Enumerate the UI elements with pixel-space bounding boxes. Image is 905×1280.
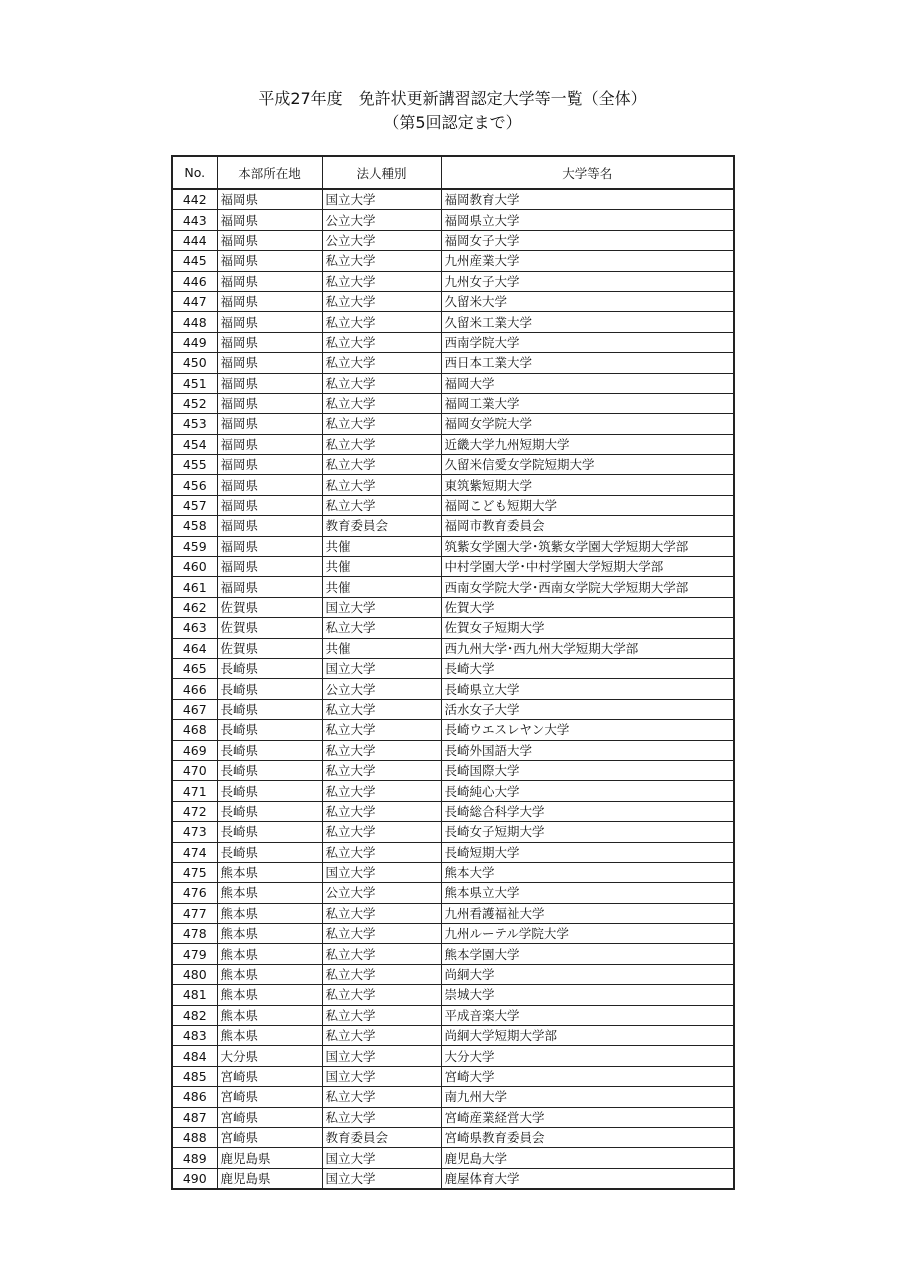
row-no: 457 — [172, 495, 217, 515]
row-location: 福岡県 — [217, 210, 322, 230]
row-location: 熊本県 — [217, 924, 322, 944]
row-location: 長崎県 — [217, 720, 322, 740]
row-corp-type: 私立大学 — [322, 781, 441, 801]
row-university-name: 東筑紫短期大学 — [441, 475, 734, 495]
row-no: 483 — [172, 1026, 217, 1046]
row-corp-type: 私立大学 — [322, 740, 441, 760]
row-university-name: 熊本大学 — [441, 862, 734, 882]
row-corp-type: 国立大学 — [322, 1066, 441, 1086]
row-location: 大分県 — [217, 1046, 322, 1066]
table-row — [172, 1046, 734, 1066]
row-no: 472 — [172, 801, 217, 821]
row-corp-type: 国立大学 — [322, 658, 441, 678]
row-university-name: 宮崎大学 — [441, 1066, 734, 1086]
row-university-name: 鹿屋体育大学 — [441, 1168, 734, 1189]
row-location: 福岡県 — [217, 475, 322, 495]
row-university-name: 佐賀大学 — [441, 597, 734, 617]
row-no: 488 — [172, 1127, 217, 1147]
row-no: 479 — [172, 944, 217, 964]
row-university-name: 長崎外国語大学 — [441, 740, 734, 760]
row-location: 福岡県 — [217, 434, 322, 454]
table-row — [172, 373, 734, 393]
row-university-name: 活水女子大学 — [441, 699, 734, 719]
table-row — [172, 985, 734, 1005]
row-university-name: 長崎国際大学 — [441, 760, 734, 780]
table-row — [172, 801, 734, 821]
table-row — [172, 271, 734, 291]
table-row — [172, 842, 734, 862]
table-row — [172, 740, 734, 760]
row-university-name: 西日本工業大学 — [441, 353, 734, 373]
table-row — [172, 760, 734, 780]
row-university-name: 宮崎県教育委員会 — [441, 1127, 734, 1147]
row-corp-type: 私立大学 — [322, 801, 441, 821]
table-row — [172, 414, 734, 434]
row-no: 462 — [172, 597, 217, 617]
table-row — [172, 658, 734, 678]
row-no: 475 — [172, 862, 217, 882]
row-corp-type: 私立大学 — [322, 455, 441, 475]
row-corp-type: 私立大学 — [322, 822, 441, 842]
row-corp-type: 私立大学 — [322, 1087, 441, 1107]
header-location: 本部所在地 — [217, 156, 322, 189]
row-university-name: 尚絅大学短期大学部 — [441, 1026, 734, 1046]
row-location: 福岡県 — [217, 271, 322, 291]
row-corp-type: 私立大学 — [322, 434, 441, 454]
row-location: 宮崎県 — [217, 1107, 322, 1127]
page-subtitle: （第5回認定まで） — [383, 113, 522, 132]
row-university-name: 中村学園大学･中村学園大学短期大学部 — [441, 557, 734, 577]
row-university-name: 福岡こども短期大学 — [441, 495, 734, 515]
row-university-name: 九州看護福祉大学 — [441, 903, 734, 923]
row-corp-type: 私立大学 — [322, 964, 441, 984]
table-row — [172, 1026, 734, 1046]
header-no: No. — [172, 156, 217, 189]
row-university-name: 九州ルーテル学院大学 — [441, 924, 734, 944]
row-corp-type: 私立大学 — [322, 1107, 441, 1127]
row-university-name: 長崎県立大学 — [441, 679, 734, 699]
row-location: 宮崎県 — [217, 1066, 322, 1086]
row-corp-type: 国立大学 — [322, 189, 441, 210]
table-row — [172, 434, 734, 454]
row-location: 福岡県 — [217, 414, 322, 434]
row-no: 454 — [172, 434, 217, 454]
row-corp-type: 私立大学 — [322, 760, 441, 780]
row-corp-type: 私立大学 — [322, 618, 441, 638]
row-university-name: 西南女学院大学･西南女学院大学短期大学部 — [441, 577, 734, 597]
table-row — [172, 516, 734, 536]
row-university-name: 佐賀女子短期大学 — [441, 618, 734, 638]
row-no: 453 — [172, 414, 217, 434]
row-location: 福岡県 — [217, 455, 322, 475]
row-corp-type: 私立大学 — [322, 393, 441, 413]
row-location: 長崎県 — [217, 822, 322, 842]
row-university-name: 福岡工業大学 — [441, 393, 734, 413]
row-corp-type: 国立大学 — [322, 1148, 441, 1168]
row-location: 鹿児島県 — [217, 1148, 322, 1168]
table-row — [172, 1066, 734, 1086]
row-university-name: 久留米工業大学 — [441, 312, 734, 332]
table-row — [172, 1168, 734, 1189]
row-no: 465 — [172, 658, 217, 678]
row-university-name: 久留米大学 — [441, 291, 734, 311]
row-university-name: 長崎ウエスレヤン大学 — [441, 720, 734, 740]
row-corp-type: 共催 — [322, 557, 441, 577]
row-location: 宮崎県 — [217, 1087, 322, 1107]
row-university-name: 平成音楽大学 — [441, 1005, 734, 1025]
row-no: 471 — [172, 781, 217, 801]
row-university-name: 福岡大学 — [441, 373, 734, 393]
row-no: 451 — [172, 373, 217, 393]
row-location: 熊本県 — [217, 883, 322, 903]
row-location: 熊本県 — [217, 944, 322, 964]
row-corp-type: 公立大学 — [322, 883, 441, 903]
row-location: 宮崎県 — [217, 1127, 322, 1147]
row-no: 448 — [172, 312, 217, 332]
table-row — [172, 557, 734, 577]
row-no: 444 — [172, 230, 217, 250]
row-corp-type: 私立大学 — [322, 291, 441, 311]
row-corp-type: 国立大学 — [322, 862, 441, 882]
row-no: 467 — [172, 699, 217, 719]
table-row — [172, 903, 734, 923]
row-university-name: 長崎短期大学 — [441, 842, 734, 862]
table-row — [172, 1005, 734, 1025]
row-no: 469 — [172, 740, 217, 760]
row-corp-type: 私立大学 — [322, 312, 441, 332]
row-no: 481 — [172, 985, 217, 1005]
row-no: 482 — [172, 1005, 217, 1025]
row-corp-type: 私立大学 — [322, 699, 441, 719]
row-location: 福岡県 — [217, 536, 322, 556]
table-row — [172, 536, 734, 556]
table-row — [172, 1127, 734, 1147]
row-location: 福岡県 — [217, 251, 322, 271]
row-location: 長崎県 — [217, 801, 322, 821]
row-location: 長崎県 — [217, 842, 322, 862]
row-no: 446 — [172, 271, 217, 291]
row-location: 福岡県 — [217, 332, 322, 352]
row-no: 466 — [172, 679, 217, 699]
row-university-name: 長崎総合科学大学 — [441, 801, 734, 821]
row-location: 福岡県 — [217, 516, 322, 536]
row-corp-type: 共催 — [322, 638, 441, 658]
row-no: 455 — [172, 455, 217, 475]
row-corp-type: 国立大学 — [322, 597, 441, 617]
row-university-name: 近畿大学九州短期大学 — [441, 434, 734, 454]
row-location: 佐賀県 — [217, 618, 322, 638]
table-row — [172, 597, 734, 617]
row-corp-type: 私立大学 — [322, 1026, 441, 1046]
row-corp-type: 私立大学 — [322, 720, 441, 740]
row-no: 461 — [172, 577, 217, 597]
table-header-row — [172, 156, 734, 189]
table-row — [172, 291, 734, 311]
row-location: 熊本県 — [217, 1005, 322, 1025]
header-university-name: 大学等名 — [441, 156, 734, 189]
row-corp-type: 私立大学 — [322, 944, 441, 964]
row-location: 福岡県 — [217, 557, 322, 577]
row-no: 452 — [172, 393, 217, 413]
row-university-name: 熊本学園大学 — [441, 944, 734, 964]
table-row — [172, 883, 734, 903]
row-university-name: 福岡女学院大学 — [441, 414, 734, 434]
row-location: 福岡県 — [217, 230, 322, 250]
row-corp-type: 私立大学 — [322, 495, 441, 515]
row-location: 福岡県 — [217, 393, 322, 413]
row-no: 489 — [172, 1148, 217, 1168]
row-location: 鹿児島県 — [217, 1168, 322, 1189]
row-corp-type: 私立大学 — [322, 924, 441, 944]
row-corp-type: 私立大学 — [322, 332, 441, 352]
row-no: 473 — [172, 822, 217, 842]
row-corp-type: 私立大学 — [322, 271, 441, 291]
table-row — [172, 393, 734, 413]
row-university-name: 筑紫女学園大学･筑紫女学園大学短期大学部 — [441, 536, 734, 556]
row-no: 487 — [172, 1107, 217, 1127]
row-location: 長崎県 — [217, 740, 322, 760]
row-university-name: 久留米信愛女学院短期大学 — [441, 455, 734, 475]
row-no: 484 — [172, 1046, 217, 1066]
row-location: 熊本県 — [217, 964, 322, 984]
row-university-name: 大分大学 — [441, 1046, 734, 1066]
table-row — [172, 353, 734, 373]
row-no: 485 — [172, 1066, 217, 1086]
table-row — [172, 251, 734, 271]
page-title: 平成27年度 免許状更新講習認定大学等一覧（全体） — [258, 89, 647, 108]
row-no: 458 — [172, 516, 217, 536]
row-location: 福岡県 — [217, 189, 322, 210]
row-university-name: 長崎純心大学 — [441, 781, 734, 801]
row-university-name: 九州女子大学 — [441, 271, 734, 291]
row-university-name: 西九州大学･西九州大学短期大学部 — [441, 638, 734, 658]
row-no: 445 — [172, 251, 217, 271]
row-no: 447 — [172, 291, 217, 311]
row-location: 熊本県 — [217, 985, 322, 1005]
row-location: 佐賀県 — [217, 597, 322, 617]
row-no: 478 — [172, 924, 217, 944]
table-row — [172, 210, 734, 230]
row-location: 福岡県 — [217, 312, 322, 332]
row-corp-type: 公立大学 — [322, 230, 441, 250]
table-row — [172, 1107, 734, 1127]
row-university-name: 長崎大学 — [441, 658, 734, 678]
table-row — [172, 1087, 734, 1107]
row-corp-type: 私立大学 — [322, 842, 441, 862]
row-university-name: 崇城大学 — [441, 985, 734, 1005]
row-location: 福岡県 — [217, 495, 322, 515]
row-university-name: 西南学院大学 — [441, 332, 734, 352]
row-no: 450 — [172, 353, 217, 373]
row-corp-type: 私立大学 — [322, 903, 441, 923]
row-location: 長崎県 — [217, 781, 322, 801]
row-no: 459 — [172, 536, 217, 556]
row-no: 442 — [172, 189, 217, 210]
row-location: 長崎県 — [217, 679, 322, 699]
table-row — [172, 944, 734, 964]
row-corp-type: 私立大学 — [322, 414, 441, 434]
table-row — [172, 455, 734, 475]
row-corp-type: 教育委員会 — [322, 516, 441, 536]
table-row — [172, 781, 734, 801]
row-no: 460 — [172, 557, 217, 577]
row-no: 456 — [172, 475, 217, 495]
row-location: 熊本県 — [217, 862, 322, 882]
header-corp-type: 法人種別 — [322, 156, 441, 189]
row-university-name: 南九州大学 — [441, 1087, 734, 1107]
table-row — [172, 862, 734, 882]
table-row — [172, 230, 734, 250]
row-corp-type: 公立大学 — [322, 679, 441, 699]
row-no: 470 — [172, 760, 217, 780]
row-no: 468 — [172, 720, 217, 740]
row-corp-type: 私立大学 — [322, 373, 441, 393]
row-university-name: 福岡教育大学 — [441, 189, 734, 210]
table-row — [172, 924, 734, 944]
row-no: 486 — [172, 1087, 217, 1107]
row-no: 463 — [172, 618, 217, 638]
row-corp-type: 国立大学 — [322, 1046, 441, 1066]
university-table — [171, 155, 735, 1190]
row-university-name: 九州産業大学 — [441, 251, 734, 271]
row-corp-type: 教育委員会 — [322, 1127, 441, 1147]
table-row — [172, 189, 734, 210]
row-corp-type: 国立大学 — [322, 1168, 441, 1189]
table-row — [172, 577, 734, 597]
table-row — [172, 495, 734, 515]
row-location: 熊本県 — [217, 903, 322, 923]
row-corp-type: 私立大学 — [322, 985, 441, 1005]
table-row — [172, 638, 734, 658]
row-corp-type: 私立大学 — [322, 475, 441, 495]
table-row — [172, 699, 734, 719]
row-no: 474 — [172, 842, 217, 862]
table-row — [172, 618, 734, 638]
row-location: 長崎県 — [217, 658, 322, 678]
row-no: 477 — [172, 903, 217, 923]
row-university-name: 尚絅大学 — [441, 964, 734, 984]
row-university-name: 福岡女子大学 — [441, 230, 734, 250]
row-university-name: 鹿児島大学 — [441, 1148, 734, 1168]
row-no: 449 — [172, 332, 217, 352]
row-corp-type: 共催 — [322, 577, 441, 597]
row-corp-type: 私立大学 — [322, 1005, 441, 1025]
row-university-name: 福岡市教育委員会 — [441, 516, 734, 536]
row-university-name: 熊本県立大学 — [441, 883, 734, 903]
row-corp-type: 私立大学 — [322, 251, 441, 271]
row-university-name: 宮崎産業経営大学 — [441, 1107, 734, 1127]
row-location: 熊本県 — [217, 1026, 322, 1046]
row-location: 福岡県 — [217, 373, 322, 393]
row-no: 443 — [172, 210, 217, 230]
table-row — [172, 679, 734, 699]
row-no: 480 — [172, 964, 217, 984]
table-body — [172, 189, 734, 1189]
row-location: 長崎県 — [217, 699, 322, 719]
row-no: 476 — [172, 883, 217, 903]
row-corp-type: 共催 — [322, 536, 441, 556]
table-row — [172, 822, 734, 842]
row-location: 佐賀県 — [217, 638, 322, 658]
row-corp-type: 公立大学 — [322, 210, 441, 230]
table-row — [172, 332, 734, 352]
row-corp-type: 私立大学 — [322, 353, 441, 373]
row-university-name: 福岡県立大学 — [441, 210, 734, 230]
table-row — [172, 1148, 734, 1168]
row-no: 490 — [172, 1168, 217, 1189]
table-row — [172, 720, 734, 740]
row-location: 福岡県 — [217, 577, 322, 597]
row-location: 長崎県 — [217, 760, 322, 780]
table-row — [172, 964, 734, 984]
row-location: 福岡県 — [217, 291, 322, 311]
table-row — [172, 312, 734, 332]
table-row — [172, 475, 734, 495]
row-no: 464 — [172, 638, 217, 658]
row-university-name: 長崎女子短期大学 — [441, 822, 734, 842]
row-location: 福岡県 — [217, 353, 322, 373]
